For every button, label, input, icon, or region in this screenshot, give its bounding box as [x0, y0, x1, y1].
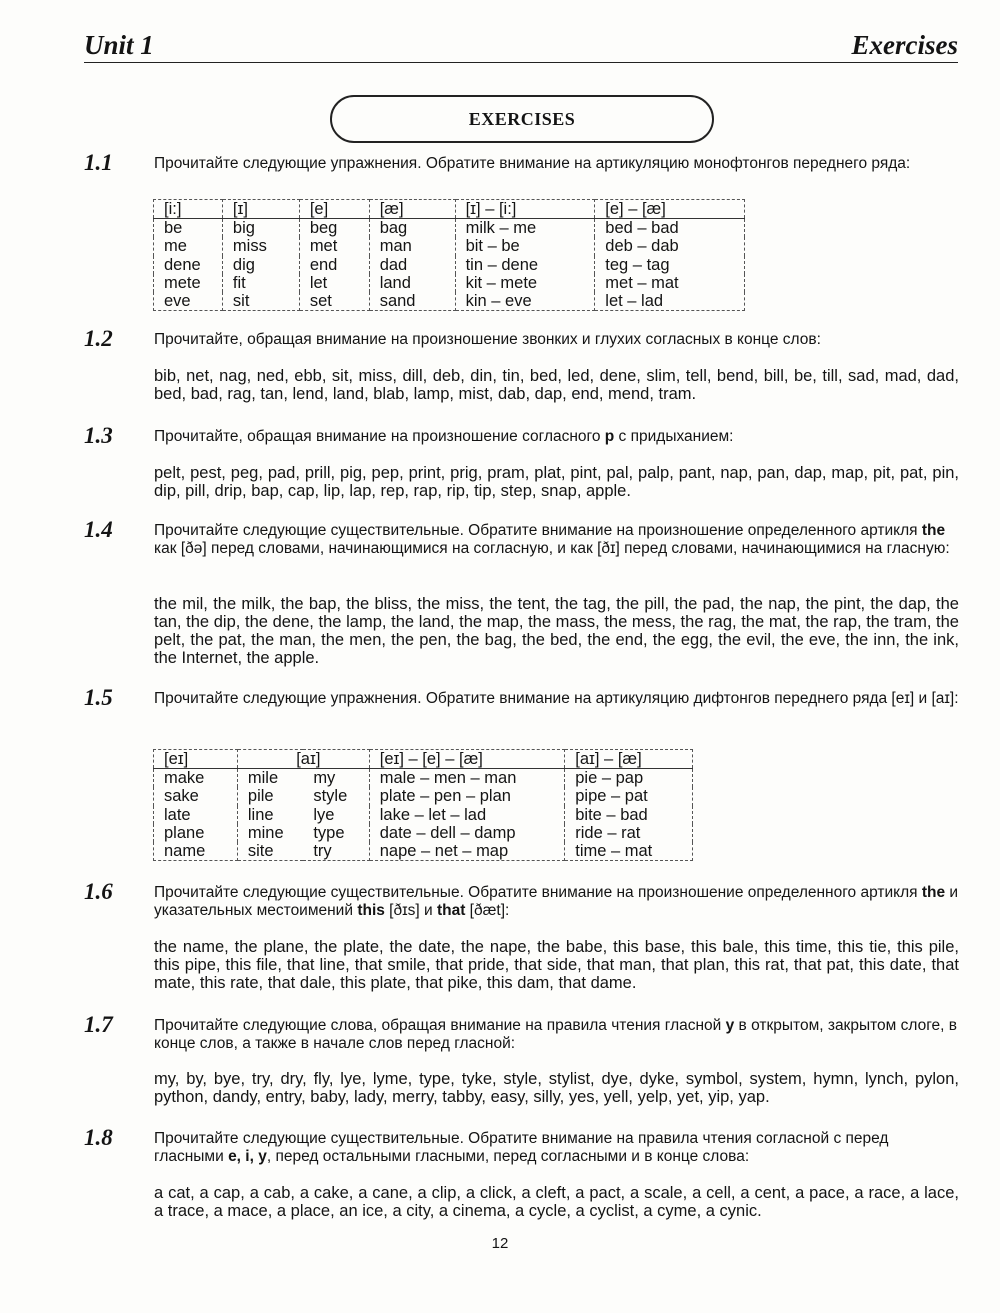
- table-header-cell: [eɪ] – [e] – [æ]: [369, 750, 565, 769]
- table-cell: pile: [237, 787, 303, 805]
- table-cell: bed – bad: [595, 219, 745, 238]
- table-cell: site: [237, 842, 303, 861]
- table-cell: bag: [369, 219, 455, 238]
- exercise-number: 1.1: [84, 150, 113, 175]
- table-cell: date – dell – damp: [369, 824, 565, 842]
- table-cell: deb – dab: [595, 237, 745, 255]
- table-header-cell: [i:]: [154, 200, 223, 219]
- table-header-cell: [eɪ]: [154, 750, 238, 769]
- table-row: [154, 256, 745, 274]
- table-cell: miss: [222, 237, 299, 255]
- table-cell: be: [154, 219, 223, 238]
- exercise-text: pelt, pest, peg, pad, prill, pig, pep, print, prig, pram, plat, pint, pal, palp, pant, nap, pan, dap, map, pit, pat, pin, dip, pill, drip, bap, cap, lip, lap, rep, rap, rip, tip, step, snap, apple.: [154, 464, 959, 500]
- table-cell: land: [369, 274, 455, 292]
- table-cell: late: [154, 806, 238, 824]
- table-cell: pie – pap: [565, 769, 693, 788]
- table-cell: pipe – pat: [565, 787, 693, 805]
- exercise-number: 1.6: [84, 879, 113, 904]
- table-cell: nape – net – map: [369, 842, 565, 861]
- table-cell: teg – tag: [595, 256, 745, 274]
- table-row: [154, 219, 745, 238]
- exercise-instruction: Прочитайте следующие упражнения. Обратите внимание на артикуляцию монофтонгов переднего ряда:: [154, 155, 911, 172]
- exercise-number: 1.8: [84, 1125, 113, 1150]
- table-cell: mete: [154, 274, 223, 292]
- exercise-instruction: Прочитайте следующие упражнения. Обратите внимание на артикуляцию дифтонгов переднего ряда [eɪ] и [aɪ]:: [154, 690, 959, 707]
- table-header-row: [154, 750, 693, 769]
- table-header-cell: [e]: [299, 200, 369, 219]
- table-header-row: [154, 200, 745, 219]
- table-cell: big: [222, 219, 299, 238]
- unit-title: Unit 1: [84, 30, 154, 60]
- exercise-number: 1.5: [84, 685, 113, 710]
- exercise-instruction: Прочитайте, обращая внимание на произношение согласного p с придыханием:: [154, 428, 734, 445]
- exercise-text: the mil, the milk, the bap, the bliss, the miss, the tent, the tag, the pill, the pad, the nap, the pint, the dap, the tan, the dip, the dene, the lamp, the land, the map, the mass, the mess, the rag, the mat, the rap, the tram, the pelt, the pat, the man, the men, the pen, the bag, the bed, the end, the egg, the evil, the eve, the inn, the ink, the Internet, the apple.: [154, 595, 959, 667]
- table-cell: make: [154, 769, 238, 788]
- table-cell: try: [303, 842, 369, 861]
- table-cell: kin – eve: [455, 292, 595, 311]
- table-cell: sand: [369, 292, 455, 311]
- exercise-instruction: Прочитайте следующие существительные. Обратите внимание на произношение определенного артикля the как [ðə] перед словами, начинающимися на согласную, и как [ðɪ] перед словами, начинающимися на гласную:: [154, 522, 950, 557]
- exercise-instruction: Прочитайте следующие существительные. Обратите внимание на правила чтения согласной с перед гласными e, i, y, перед остальными гласными, перед согласными и в конце слова:: [154, 1130, 889, 1165]
- table-header-cell: [e] – [æ]: [595, 200, 745, 219]
- table-cell: kit – mete: [455, 274, 595, 292]
- table-cell: met – mat: [595, 274, 745, 292]
- table-row: [154, 274, 745, 292]
- table-cell: my: [303, 769, 369, 788]
- exercise-instruction: Прочитайте, обращая внимание на произношение звонких и глухих согласных в конце слов:: [154, 331, 821, 348]
- table-cell: let – lad: [595, 292, 745, 311]
- table-cell: plane: [154, 824, 238, 842]
- exercise-text: the name, the plane, the plate, the date, the nape, the babe, this base, this bale, this time, this tie, this pile, this pipe, this file, that line, that smile, that pride, that side, that man, that plan, this rat, that pat, this date, that mate, this rate, that dale, this plate, that pike, this dam, that dame.: [154, 938, 959, 992]
- exercise-instruction: Прочитайте следующие слова, обращая внимание на правила чтения гласной y в открытом, закрытом слоге, в конце слов, а также в начале слов перед гласной:: [154, 1017, 957, 1052]
- section-title: Exercises: [851, 30, 958, 60]
- table-cell: set: [299, 292, 369, 311]
- table-cell: plate – pen – plan: [369, 787, 565, 805]
- table-header-cell: [æ]: [369, 200, 455, 219]
- exercise-text: my, by, bye, try, dry, fly, lye, lyme, type, tyke, style, stylist, dye, dyke, symbol, system, hymn, lynch, pylon, python, dandy, entry, baby, lady, merry, tabby, easy, silly, yes, yell, yelp, yet, yip, yap.: [154, 1070, 959, 1106]
- table-cell: mile: [237, 769, 303, 788]
- table-cell: sake: [154, 787, 238, 805]
- table-cell: line: [237, 806, 303, 824]
- table-cell: dene: [154, 256, 223, 274]
- table-cell: met: [299, 237, 369, 255]
- table-header-cell: [aɪ] – [æ]: [565, 750, 693, 769]
- exercise-number: 1.2: [84, 326, 113, 351]
- monophthong-table: [153, 199, 745, 311]
- table-cell: milk – me: [455, 219, 595, 238]
- table-cell: mine: [237, 824, 303, 842]
- table-cell: style: [303, 787, 369, 805]
- table-cell: ride – rat: [565, 824, 693, 842]
- exercise-number: 1.7: [84, 1012, 113, 1037]
- exercise-instruction: Прочитайте следующие существительные. Обратите внимание на произношение определенного артикля the и указательных местоимений this [ðɪs] и that [ðæt]:: [154, 884, 959, 919]
- table-cell: time – mat: [565, 842, 693, 861]
- table-cell: name: [154, 842, 238, 861]
- exercise-number: 1.4: [84, 517, 113, 542]
- table-cell: dig: [222, 256, 299, 274]
- table-row: [154, 787, 693, 805]
- table-row: [154, 769, 693, 788]
- exercise-text: bib, net, nag, ned, ebb, sit, miss, dill, deb, din, tin, bed, led, dene, slim, tell, bend, bill, be, till, sad, mad, dad, bed, bad, rag, tan, lend, land, blab, lamp, mist, dab, dap, end, mend, tram.: [154, 367, 959, 403]
- exercise-number: 1.3: [84, 423, 113, 448]
- table-header-cell: [ɪ] – [i:]: [455, 200, 595, 219]
- table-row: [154, 824, 693, 842]
- table-cell: type: [303, 824, 369, 842]
- table-row: [154, 842, 693, 861]
- table-cell: beg: [299, 219, 369, 238]
- diphthong-table: [153, 749, 693, 861]
- page-header: [84, 28, 958, 63]
- table-cell: bit – be: [455, 237, 595, 255]
- table-row: [154, 292, 745, 311]
- table-cell: tin – dene: [455, 256, 595, 274]
- table-cell: end: [299, 256, 369, 274]
- exercise-text: a cat, a cap, a cab, a cake, a cane, a clip, a click, a cleft, a pact, a scale, a cell, a cent, a pace, a race, a lace, a trace, a mace, a place, an ice, a city, a cinema, a cycle, a cyclist, a cyme, a cynic.: [154, 1184, 959, 1220]
- table-row: [154, 237, 745, 255]
- table-cell: lake – let – lad: [369, 806, 565, 824]
- table-cell: let: [299, 274, 369, 292]
- table-header-cell: [aɪ]: [237, 750, 369, 769]
- table-cell: lye: [303, 806, 369, 824]
- table-cell: man: [369, 237, 455, 255]
- table-cell: sit: [222, 292, 299, 311]
- table-cell: fit: [222, 274, 299, 292]
- exercises-banner: EXERCISES: [330, 95, 714, 143]
- table-row: [154, 806, 693, 824]
- table-cell: bite – bad: [565, 806, 693, 824]
- table-cell: eve: [154, 292, 223, 311]
- table-cell: dad: [369, 256, 455, 274]
- table-header-cell: [ɪ]: [222, 200, 299, 219]
- table-cell: me: [154, 237, 223, 255]
- page-number: 12: [491, 1235, 509, 1252]
- table-cell: male – men – man: [369, 769, 565, 788]
